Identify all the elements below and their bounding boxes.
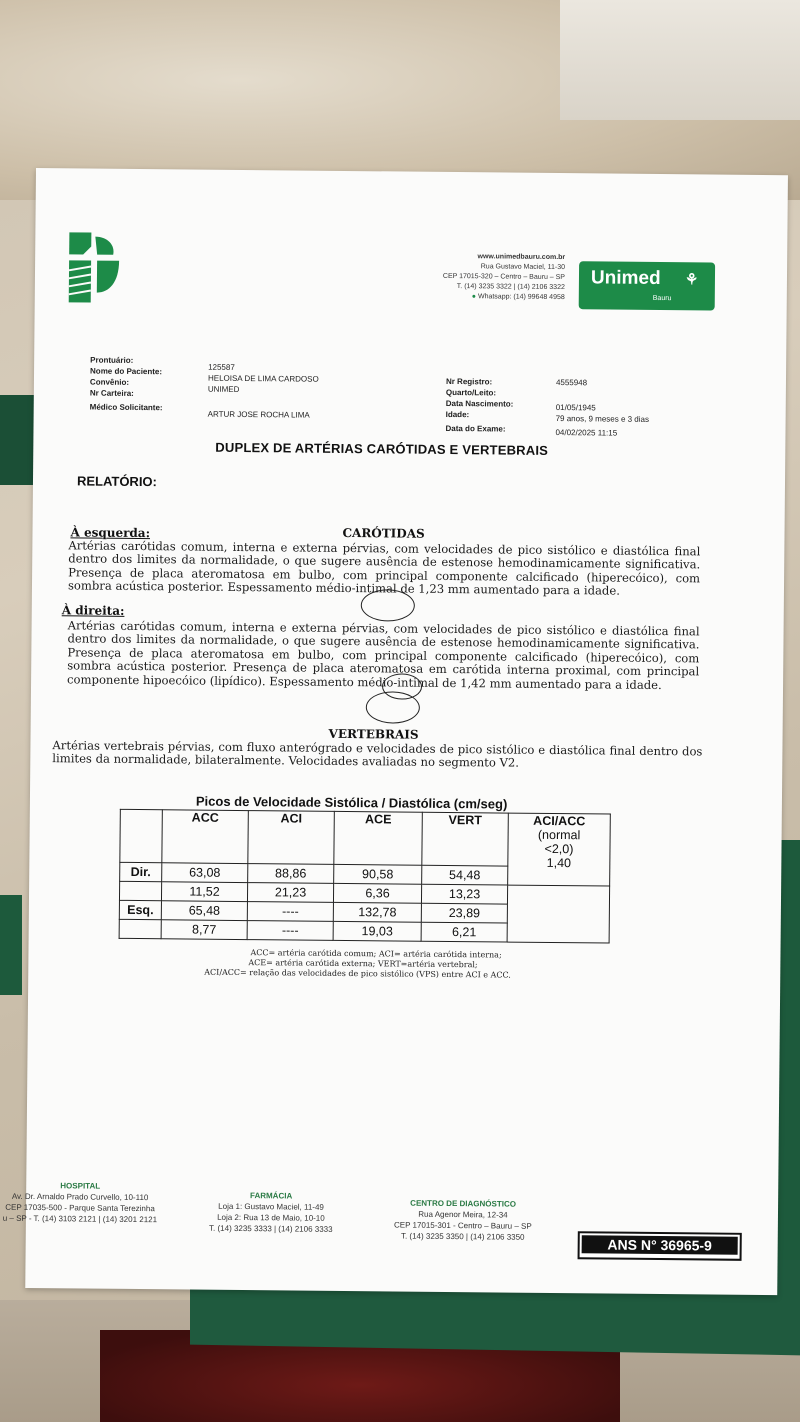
centro-cep: CEP 17015-301 - Centro – Bauru – SP xyxy=(393,1220,532,1231)
header-cep: CEP 17015-320 – Centro – Bauru – SP xyxy=(442,272,566,282)
centro-phones: T. (14) 3235 3350 | (14) 2106 3350 xyxy=(400,1231,525,1242)
table-cell: ---- xyxy=(247,902,333,922)
value-prontuario: 125587 xyxy=(208,362,235,372)
header-empty xyxy=(120,809,163,862)
label-carteira: Nr Carteira: xyxy=(89,388,134,398)
carotidas-heading: CARÓTIDAS xyxy=(342,525,425,541)
label-exame: Data do Exame: xyxy=(445,423,506,434)
table-cell-empty xyxy=(119,919,161,938)
header-ratio-limit: <2,0) xyxy=(544,841,574,857)
esquerda-heading: À esquerda: xyxy=(70,525,151,541)
farmacia-loja2: Loja 2: Rua 13 de Maio, 10-10 xyxy=(217,1212,325,1223)
brand-name: Unimed xyxy=(590,267,661,290)
table-cell: 13,23 xyxy=(421,884,507,904)
hospital-phones: u – SP - T. (14) 3103 2121 | (14) 3201 2121 xyxy=(2,1213,158,1225)
ratio-dir-value: 1,40 xyxy=(546,855,572,871)
farmacia-phones: T. (14) 3235 3333 | (14) 2106 3333 xyxy=(209,1223,333,1234)
binder-tab-lower xyxy=(0,895,22,995)
row-label-dir: Dir. xyxy=(120,862,162,881)
table-cell-empty xyxy=(507,885,610,943)
exam-info-labels xyxy=(445,376,513,435)
unimed-logo-icon xyxy=(63,226,126,309)
value-idade: 79 anos, 9 meses e 3 dias xyxy=(555,413,650,424)
patient-info-labels xyxy=(90,355,163,414)
header-ace: ACE xyxy=(334,811,423,865)
footer-hospital xyxy=(0,1180,170,1226)
table-header-row xyxy=(120,809,610,867)
floor-background xyxy=(560,0,800,120)
header-phones: T. (14) 3235 3322 | (14) 2106 3322 xyxy=(456,283,565,292)
header-whatsapp: ● Whatsapp: (14) 99648 4958 xyxy=(471,293,565,302)
table-legend-1: ACC= artéria carótida comum; ACI= artéria carótida interna; xyxy=(250,948,502,960)
label-convenio: Convênio: xyxy=(89,377,130,387)
table-cell: 6,21 xyxy=(421,922,507,942)
table-cell: 65,48 xyxy=(161,901,247,921)
header-ratio xyxy=(508,813,611,886)
report-title: DUPLEX DE ARTÉRIAS CARÓTIDAS E VERTEBRAIS xyxy=(215,439,549,458)
label-idade: Idade: xyxy=(445,409,470,420)
table-cell: 132,78 xyxy=(333,902,421,922)
value-exame: 04/02/2025 11:15 xyxy=(555,427,618,438)
farmacia-title: FARMÁCIA xyxy=(249,1191,293,1201)
value-registro: 4555948 xyxy=(555,378,588,388)
table-cell: 19,03 xyxy=(333,921,421,941)
report-document xyxy=(2,168,788,1295)
centro-title: CENTRO DE DIAGNÓSTICO xyxy=(410,1198,517,1209)
vertebrais-paragraph: Artérias vertebrais pérvias, com fluxo anterógrado e velocidades de pico sistólico e diastólica final dentro dos limites da normalidade, bilateralmente. Velocidades avaliadas no segmento V2. xyxy=(52,738,703,771)
value-quarto xyxy=(556,388,649,400)
label-nome: Nome do Paciente: xyxy=(90,366,163,377)
header-contact xyxy=(365,251,565,303)
velocity-table xyxy=(119,809,611,944)
table-cell: 6,36 xyxy=(333,883,421,903)
hospital-address: Av. Dr. Arnaldo Prado Curvello, 10-110 xyxy=(11,1191,149,1203)
label-medico: Médico Solicitante: xyxy=(89,402,163,413)
vertebrais-heading: VERTEBRAIS xyxy=(328,726,419,742)
table-legend-3: ACI/ACC= relação das velocidades de pico sistólico (VPS) entre ACI e ACC. xyxy=(204,967,511,980)
hospital-cep: CEP 17035-500 - Parque Santa Terezinha xyxy=(5,1202,155,1214)
value-nome: HELOISA DE LIMA CARDOSO xyxy=(207,373,319,384)
header-address: Rua Gustavo Maciel, 11-30 xyxy=(480,263,566,272)
table-legend-2: ACE= artéria carótida externa; VERT=artéria vertebral; xyxy=(248,958,478,970)
value-convenio: UNIMED xyxy=(207,384,240,394)
direita-paragraph: Artérias carótidas comum, interna e externa pérvias, com velocidades de pico sistólico e diastólica final dentro dos limites da normalidade, o que sugere ausência de estenose hemodinamicamente significativa. Presença de placa ateromatosa em bulbo, com principal componente calcificado (hiperecóico), com sombra acústica posterior. Presença de placa ateromatosa em carótida interna proximal, com principal componente hipoecóico (lipídico). Espessamento médio-intimal de 1,42 mm aumentado para a idade. xyxy=(67,618,700,692)
table-cell-empty xyxy=(119,881,161,900)
label-registro: Nr Registro: xyxy=(445,376,493,387)
website-link[interactable]: www.unimedbauru.com.br xyxy=(477,253,566,262)
exam-info-values xyxy=(555,377,649,439)
brand-symbol-icon: ⚘ xyxy=(684,271,699,289)
table-cell: 54,48 xyxy=(422,865,508,885)
header-acc: ACC xyxy=(162,810,249,864)
header-ratio-label: ACI/ACC xyxy=(533,813,586,829)
header-ratio-normal: (normal xyxy=(537,827,581,843)
footer-farmacia xyxy=(196,1190,346,1235)
table-cell: 11,52 xyxy=(161,882,247,902)
footer-centro xyxy=(378,1197,548,1243)
brand-city: Bauru xyxy=(652,294,672,303)
value-carteira xyxy=(208,395,319,407)
ans-number: ANS N° 36965-9 xyxy=(582,1235,738,1254)
centro-address: Rua Agenor Meira, 12-34 xyxy=(418,1209,508,1220)
direita-heading: À direita: xyxy=(61,603,125,618)
label-nascimento: Data Nascimento: xyxy=(445,398,514,409)
esquerda-paragraph: Artérias carótidas comum, interna e externa pérvias, com velocidades de pico sistólico e diastólica final dentro dos limites da normalidade, o que sugere ausência de estenose hemodinamicamente significativa. Presença de placa ateromatosa em bulbo, com principal componente calcificado (hiperecóico), com sombra acústica posterior. Espessamento médio-intimal de 1,23 mm aumentado para a idade. xyxy=(67,538,701,598)
table-cell: 63,08 xyxy=(162,863,248,883)
unimed-brand-badge xyxy=(579,261,715,310)
farmacia-loja1: Loja 1: Gustavo Maciel, 11-49 xyxy=(218,1201,324,1212)
header-vert: VERT xyxy=(422,812,509,866)
label-prontuario: Prontuário: xyxy=(90,355,134,365)
handwritten-circle-left xyxy=(361,589,415,622)
table-cell: 8,77 xyxy=(161,920,247,940)
whatsapp-icon: ● xyxy=(471,293,477,301)
patient-info-values xyxy=(208,362,319,421)
label-quarto: Quarto/Leito: xyxy=(445,387,497,398)
table-cell: 23,89 xyxy=(421,903,507,923)
relatorio-heading: RELATÓRIO: xyxy=(76,473,157,490)
handwritten-circle-right xyxy=(366,691,420,724)
table-cell: ---- xyxy=(247,921,333,941)
table-cell: 88,86 xyxy=(248,864,334,884)
value-nascimento: 01/05/1945 xyxy=(555,403,596,413)
header-aci: ACI xyxy=(248,811,335,865)
table-cell: 90,58 xyxy=(334,864,422,884)
table-cell: 21,23 xyxy=(247,883,333,903)
value-medico: ARTUR JOSE ROCHA LIMA xyxy=(207,409,310,420)
velocity-table-title: Picos de Velocidade Sistólica / Diastólica (cm/seg) xyxy=(195,793,508,812)
row-label-esq: Esq. xyxy=(119,900,161,919)
ans-badge xyxy=(578,1231,742,1261)
hospital-title: HOSPITAL xyxy=(60,1181,101,1191)
